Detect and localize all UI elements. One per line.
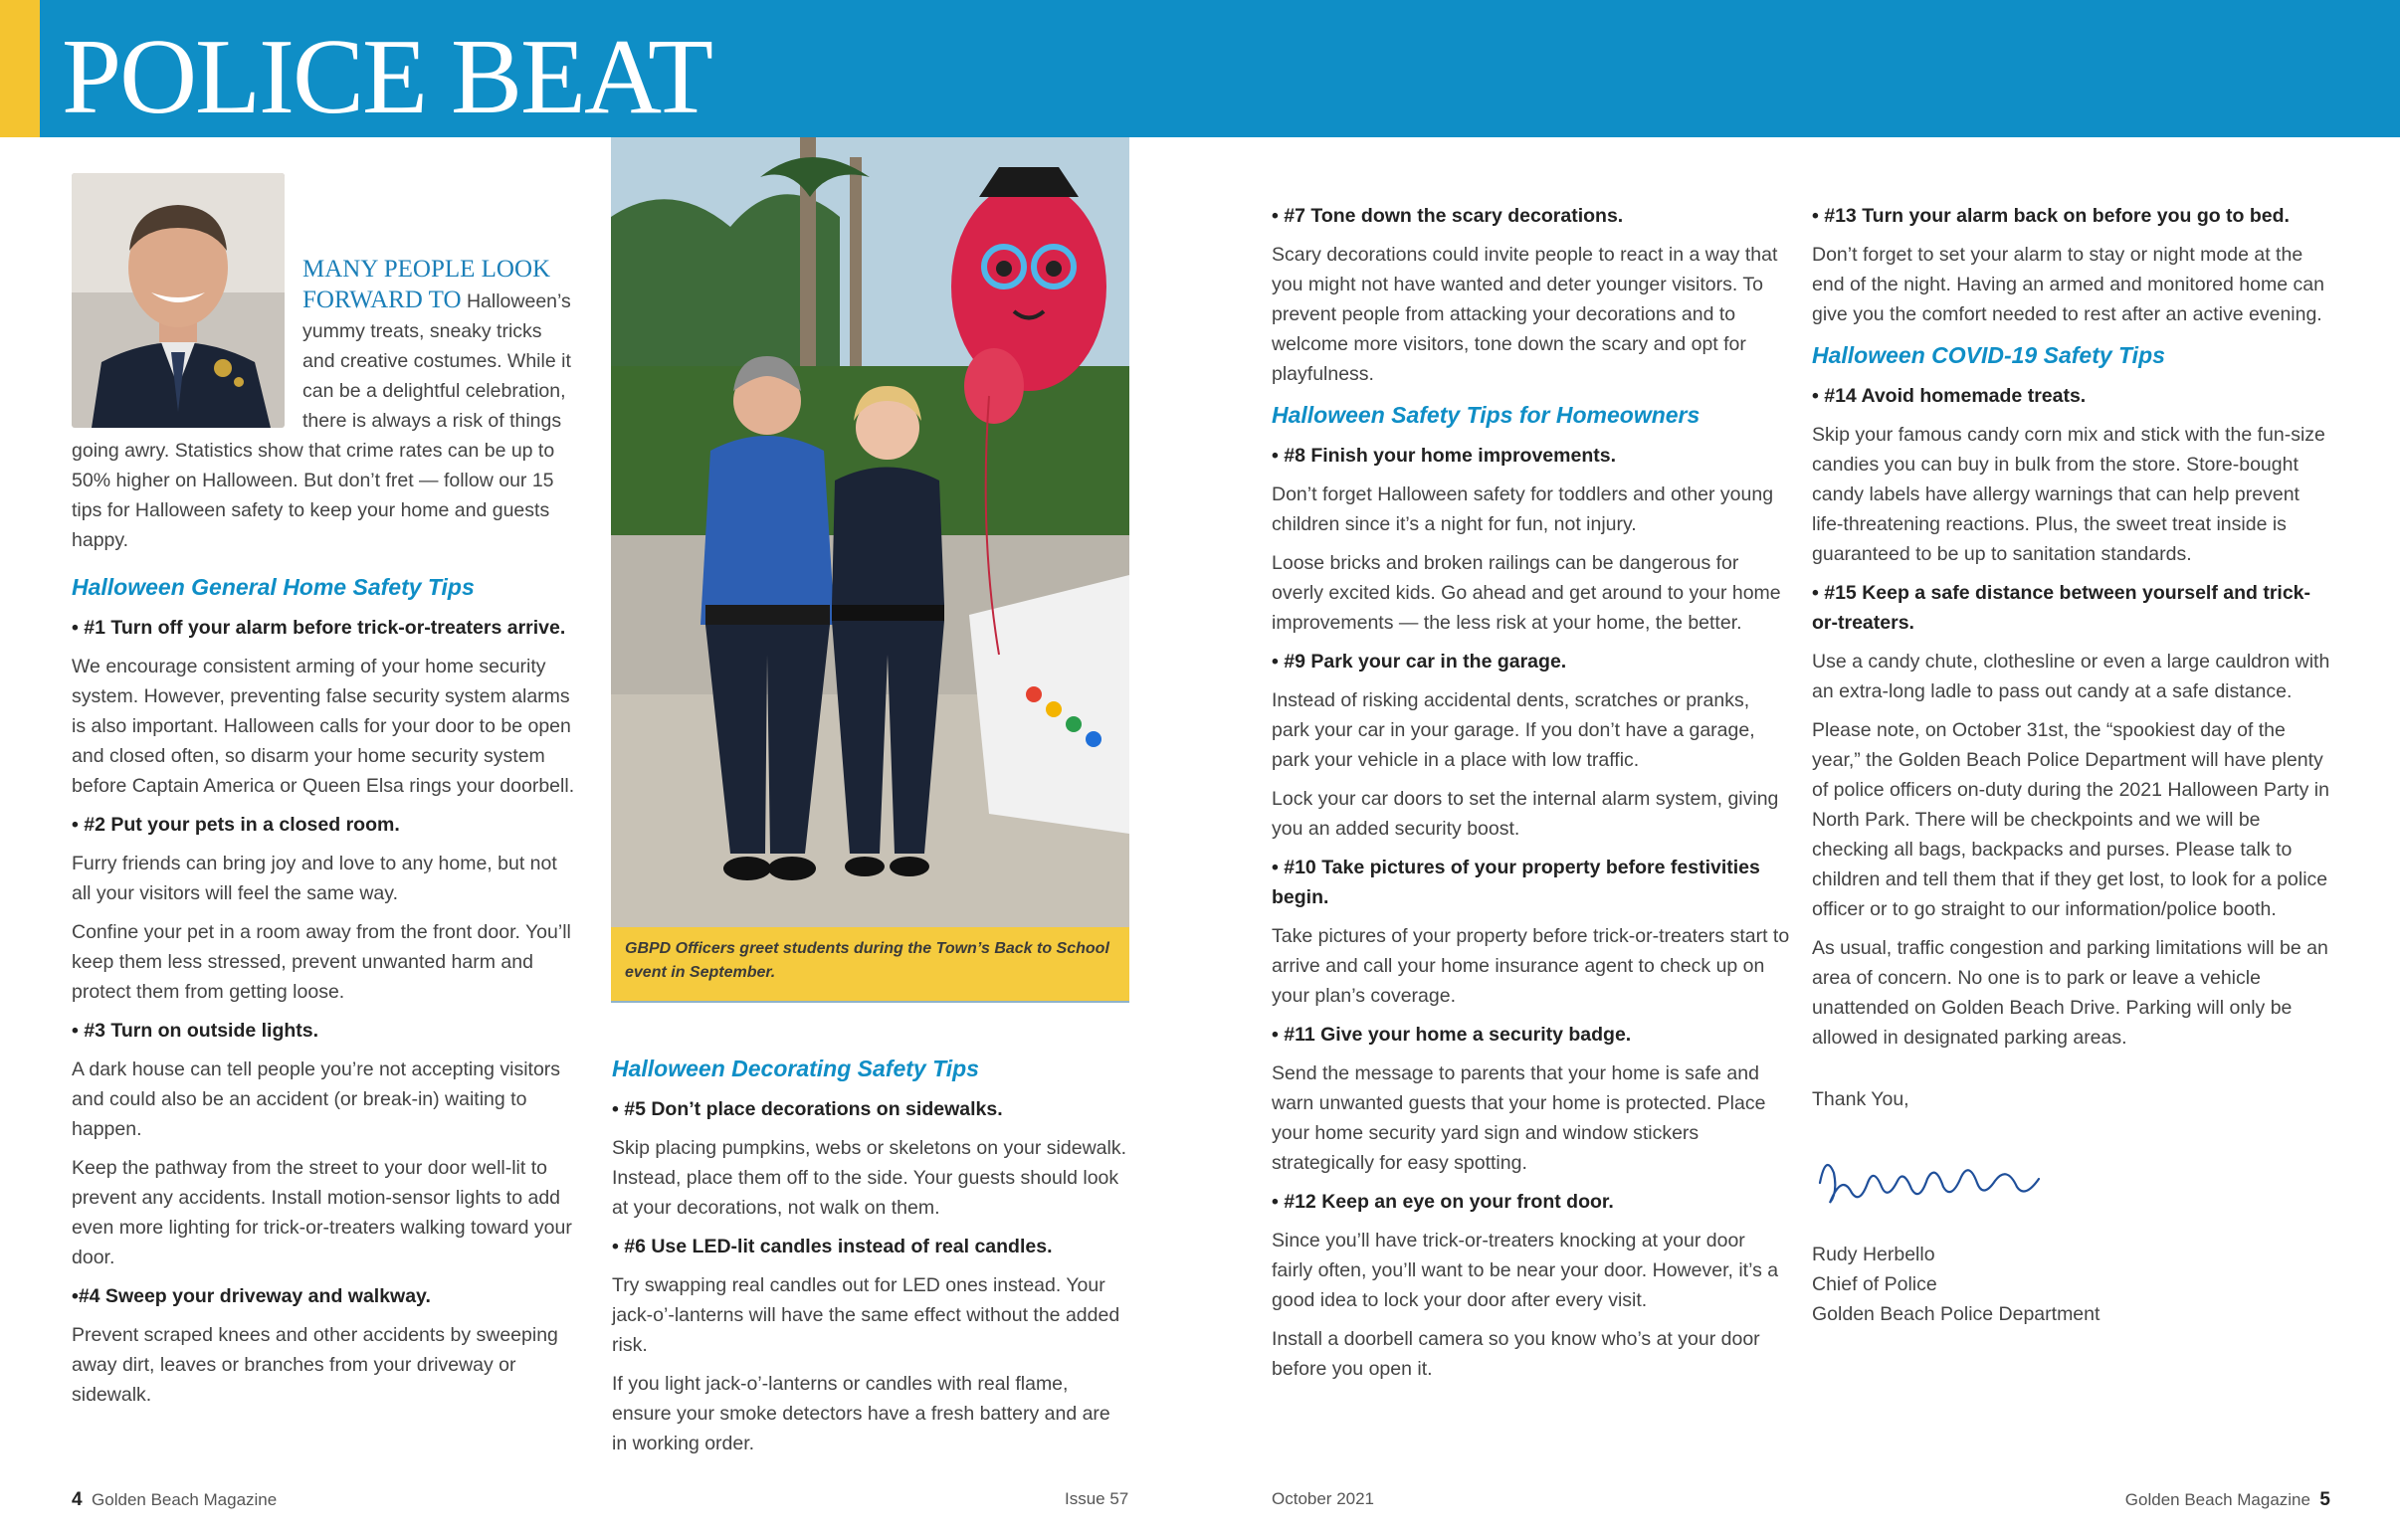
tip-2-title: • #2 Put your pets in a closed room. (72, 814, 400, 836)
tip-10-text: Take pictures of your property before trick-or-treaters start to arrive and call your home insurance agent to check up on your plan’s coverage. (1272, 925, 1790, 1007)
closing-thanks: Thank You, (1812, 1088, 1909, 1110)
column-1 (72, 173, 575, 1419)
column-4 (1812, 201, 2331, 1329)
tip-4-title: •#4 Sweep your driveway and walkway. (72, 1285, 431, 1307)
tip-14-text: Skip your famous candy corn mix and stick with the fun-size candies you can buy in bulk from the store. Store-bought candy labels have allergy warnings that can help prevent life-threatening reactions. Plus, the sweet treat inside is guaranteed to be up to sanitation standards. (1812, 424, 2325, 565)
tip-13-text: Don’t forget to set your alarm to stay or night mode at the end of the night. Having an armed and monitored home can give you the comfort needed to rest after an active evening. (1812, 244, 2324, 325)
heading-general-safety: Halloween General Home Safety Tips (72, 574, 475, 600)
signer-name: Rudy Herbello (1812, 1244, 1935, 1265)
tip-12-text-a: Since you’ll have trick-or-treaters knocking at your door fairly often, you’ll want to be near your door. However, it’s a good idea to lock your door after every visit. (1272, 1230, 1779, 1311)
tip-9-text-b: Lock your car doors to set the internal alarm system, giving you an added security boost. (1272, 788, 1779, 840)
tip-9-text-a: Instead of risking accidental dents, scratches or pranks, park your car in your garage. If you don’t have a garage, park your vehicle in a place with low traffic. (1272, 689, 1755, 771)
tip-7-title: • #7 Tone down the scary decorations. (1272, 205, 1624, 227)
officers-photo (611, 137, 1129, 1003)
tip-1-text: We encourage consistent arming of your home security system. However, preventing false security system alarms is also important. Halloween calls for your door to be open and closed often, so disarm your home security system before Captain America or Queen Elsa rings your doorbell. (72, 656, 575, 797)
tip-12-text-b: Install a doorbell camera so you know who’s at your door before you open it. (1272, 1328, 1760, 1380)
photo-caption: GBPD Officers greet students during the Town’s Back to School event in September. (625, 940, 1109, 981)
column-3 (1272, 201, 1791, 1393)
tip-3-text-a: A dark house can tell people you’re not accepting visitors and could also be an accident (or break-in) waiting to happen. (72, 1059, 561, 1140)
event-note: Please note, on October 31st, the “spookiest day of the year,” the Golden Beach Police Department will have plenty of police officers on-duty during the 2021 Halloween Party in North Park. There will be checkpoints and we will be checking all bags, backpacks and purses. Please talk to children and tell them that if they get lost, to look for a police officer or to go straight to our information/police booth. (1812, 719, 2329, 920)
tip-6-text-a: Try swapping real candles out for LED ones instead. Your jack-o’-lanterns will have the same effect without the added risk. (612, 1274, 1120, 1356)
tip-6-text-b: If you light jack-o’-lanterns or candles with real flame, ensure your smoke detectors have a fresh battery and are in working order. (612, 1373, 1110, 1454)
tip-11-text: Send the message to parents that your home is safe and warn unwanted guests that your home is protected. Place your home security yard sign and window stickers strategically for easy spotting. (1272, 1062, 1766, 1174)
page-number-left: 4 (72, 1489, 83, 1510)
footer-issue: Issue 57 (1065, 1489, 1129, 1508)
tip-1-title: • #1 Turn off your alarm before trick-or-treaters arrive. (72, 617, 566, 639)
tip-5-title: • #5 Don’t place decorations on sidewalks. (612, 1098, 1003, 1120)
tip-12-title: • #12 Keep an eye on your front door. (1272, 1191, 1614, 1213)
tip-14-title: • #14 Avoid homemade treats. (1812, 385, 2087, 407)
column-2 (612, 1046, 1129, 1467)
intro-text: Halloween’s yummy treats, sneaky tricks and creative costumes. While it can be a delightful celebration, there is always a risk of things going awry. Statistics show that crime rates can be up to 50% higher on Halloween. But don’t fret — follow our 15 tips for Halloween safety to keep your home and guests happy. (72, 290, 571, 551)
intro-lead: MANY PEOPLE LOOK FORWARD TO (302, 256, 551, 313)
footer-right (2125, 1489, 2330, 1511)
tip-3-text-b: Keep the pathway from the street to your door well-lit to prevent any accidents. Install motion-sensor lights to add even more lighting for trick-or-treaters walking toward your door. (72, 1157, 572, 1268)
tip-11-title: • #11 Give your home a security badge. (1272, 1024, 1632, 1046)
tip-4-text: Prevent scraped knees and other accidents by sweeping away dirt, leaves or branches from your driveway or sidewalk. (72, 1324, 558, 1406)
heading-covid-safety: Halloween COVID-19 Safety Tips (1812, 342, 2165, 368)
signer-department: Golden Beach Police Department (1812, 1303, 2100, 1325)
tip-2-text-b: Confine your pet in a room away from the front door. You’ll keep them less stressed, prevent unwanted harm and protect them from getting loose. (72, 921, 571, 1003)
tip-2-text-a: Furry friends can bring joy and love to any home, but not all your visitors will feel the same way. (72, 853, 557, 904)
tip-8-text-b: Loose bricks and broken railings can be dangerous for overly excited kids. Go ahead and get around to your home improvements — the less risk at your home, the better. (1272, 552, 1781, 634)
footer-left (72, 1489, 277, 1511)
tip-8-title: • #8 Finish your home improvements. (1272, 445, 1616, 467)
chief-portrait (72, 173, 285, 428)
tip-15-text: Use a candy chute, clothesline or even a large cauldron with an extra-long ladle to pass out candy at a safe distance. (1812, 651, 2330, 702)
tip-15-title: • #15 Keep a safe distance between yourself and trick-or-treaters. (1812, 582, 2311, 634)
tip-7-text: Scary decorations could invite people to react in a way that you might not have wanted and deter younger visitors. To prevent people from attacking your decorations and to welcome more visitors, tone down the scary and opt for playfulness. (1272, 244, 1778, 385)
heading-homeowners-safety: Halloween Safety Tips for Homeowners (1272, 402, 1700, 428)
tip-8-text-a: Don’t forget Halloween safety for toddlers and other young children since it’s a night for fun, not injury. (1272, 483, 1774, 535)
traffic-note: As usual, traffic congestion and parking limitations will be an area of concern. No one is to park or leave a vehicle unattended on Golden Beach Drive. Parking will only be allowed in designated parking areas. (1812, 937, 2328, 1049)
tip-9-title: • #9 Park your car in the garage. (1272, 651, 1567, 673)
footer-date: October 2021 (1272, 1489, 1375, 1508)
signer-title: Chief of Police (1812, 1273, 1937, 1295)
footer-magazine-left: Golden Beach Magazine (92, 1490, 278, 1509)
tip-5-text: Skip placing pumpkins, webs or skeletons on your sidewalk. Instead, place them off to the side. Your guests should look at your decorations, not walk on them. (612, 1137, 1127, 1219)
tip-13-title: • #13 Turn your alarm back on before you go to bed. (1812, 205, 2290, 227)
masthead-accent-stripe (0, 0, 40, 137)
page-title: POLICE BEAT (62, 18, 711, 136)
signature-image (1812, 1143, 2051, 1215)
heading-decorating-safety: Halloween Decorating Safety Tips (612, 1056, 979, 1081)
photo-caption-box (611, 927, 1129, 1001)
tip-6-title: • #6 Use LED-lit candles instead of real candles. (612, 1236, 1053, 1257)
footer-magazine-right: Golden Beach Magazine (2124, 1490, 2310, 1509)
page-number-right: 5 (2319, 1489, 2330, 1510)
tip-10-title: • #10 Take pictures of your property before festivities begin. (1272, 857, 1760, 908)
tip-3-title: • #3 Turn on outside lights. (72, 1020, 319, 1042)
